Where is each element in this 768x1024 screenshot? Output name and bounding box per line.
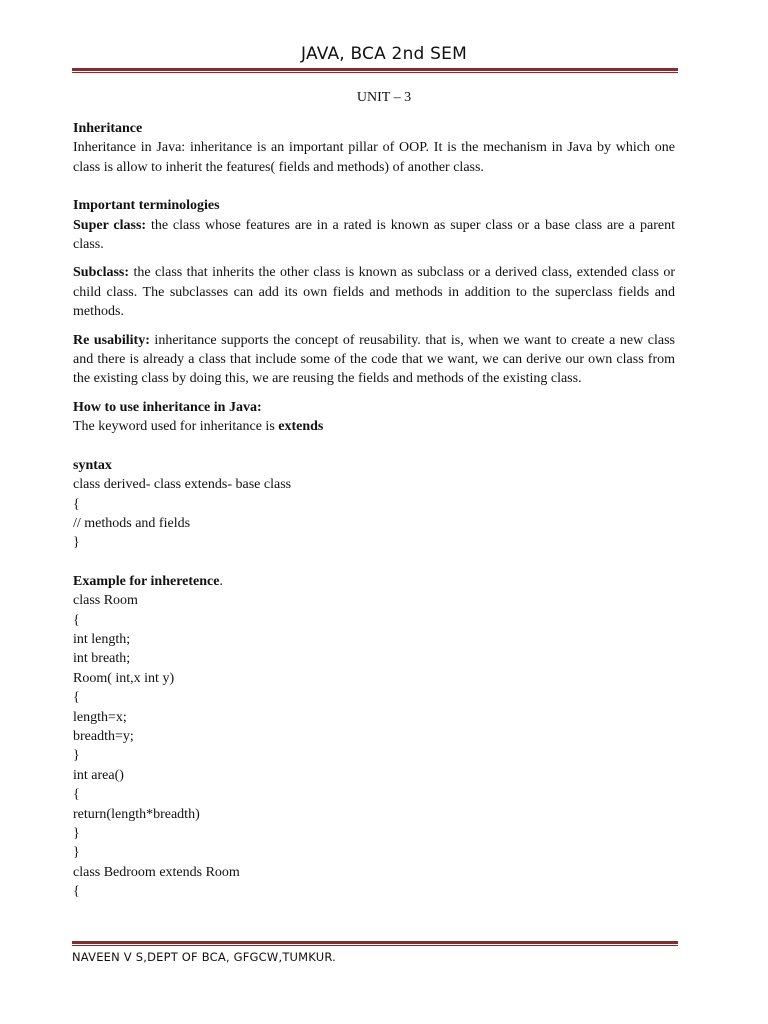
code-line: } <box>73 826 80 841</box>
code-line: class derived- class extends- base class <box>73 477 292 493</box>
code-line: return(length*breadth) <box>73 806 200 822</box>
syntax-heading: syntax <box>73 457 112 473</box>
example-heading: Example for inheretence. <box>73 573 223 589</box>
howto-heading: How to use inheritance in Java: <box>73 399 262 415</box>
terminologies-heading: Important terminologies <box>73 198 220 214</box>
code-line: } <box>73 845 80 861</box>
code-line: } <box>73 748 80 764</box>
extends-keyword: extends <box>278 419 324 435</box>
code-line: int breath; <box>73 651 131 667</box>
code-line: { <box>73 787 80 803</box>
code-line: class Bedroom extends Room <box>73 864 240 880</box>
code-line: // methods and fields <box>73 515 191 531</box>
code-line: length=x; <box>73 709 127 725</box>
super-class-label: Super class: <box>73 217 147 233</box>
footer-rule <box>72 941 678 946</box>
reusability-paragraph <box>73 331 675 389</box>
inheritance-body: Inheritance in Java: inheritance is an important pillar of OOP. It is the mechanism in Java by which one class is allow to inherit the features( fields and methods) of another class. <box>73 140 675 175</box>
super-class-text: the class whose features are in a rated is known as super class or a base class are a parent class. <box>73 217 675 253</box>
code-line: int area() <box>73 767 124 783</box>
super-class-paragraph <box>73 216 675 255</box>
code-line: { <box>73 496 80 512</box>
subclass-paragraph <box>73 263 675 321</box>
page-content <box>73 119 675 902</box>
subclass-label: Subclass: <box>73 265 130 281</box>
syntax-code <box>73 475 675 553</box>
page-footer: NAVEEN V S,DEPT OF BCA, GFGCW,TUMKUR. <box>72 950 336 964</box>
inheritance-heading: Inheritance <box>73 121 143 136</box>
code-line: { <box>73 884 80 900</box>
code-line: int length; <box>73 631 131 647</box>
code-line: { <box>73 612 80 628</box>
page-header-title: JAVA, BCA 2nd SEM <box>301 44 467 64</box>
code-line: breadth=y; <box>73 728 134 744</box>
howto-text: The keyword used for inheritance is extends <box>73 419 324 435</box>
code-line: Room( int,x int y) <box>73 670 175 686</box>
code-line: } <box>73 535 80 551</box>
reusability-label: Re usability: <box>73 332 150 348</box>
code-line: { <box>73 690 80 706</box>
unit-label: UNIT – 3 <box>356 90 412 105</box>
reusability-text: inheritance supports the concept of reusability. that is, when we want to create a new class and there is already a class that include some of the code that we want, we can derive our own class from the existing class by doing this, we are reusing the fields and methods of the existing class. <box>73 332 675 387</box>
header-rule <box>72 68 678 73</box>
subclass-text: the class that inherits the other class is known as subclass or a derived class, extended class or child class. The subclasses can add its own fields and methods in addition to the superclass fields and methods. <box>73 265 675 320</box>
example-code <box>73 591 675 902</box>
code-line: class Room <box>73 593 138 609</box>
